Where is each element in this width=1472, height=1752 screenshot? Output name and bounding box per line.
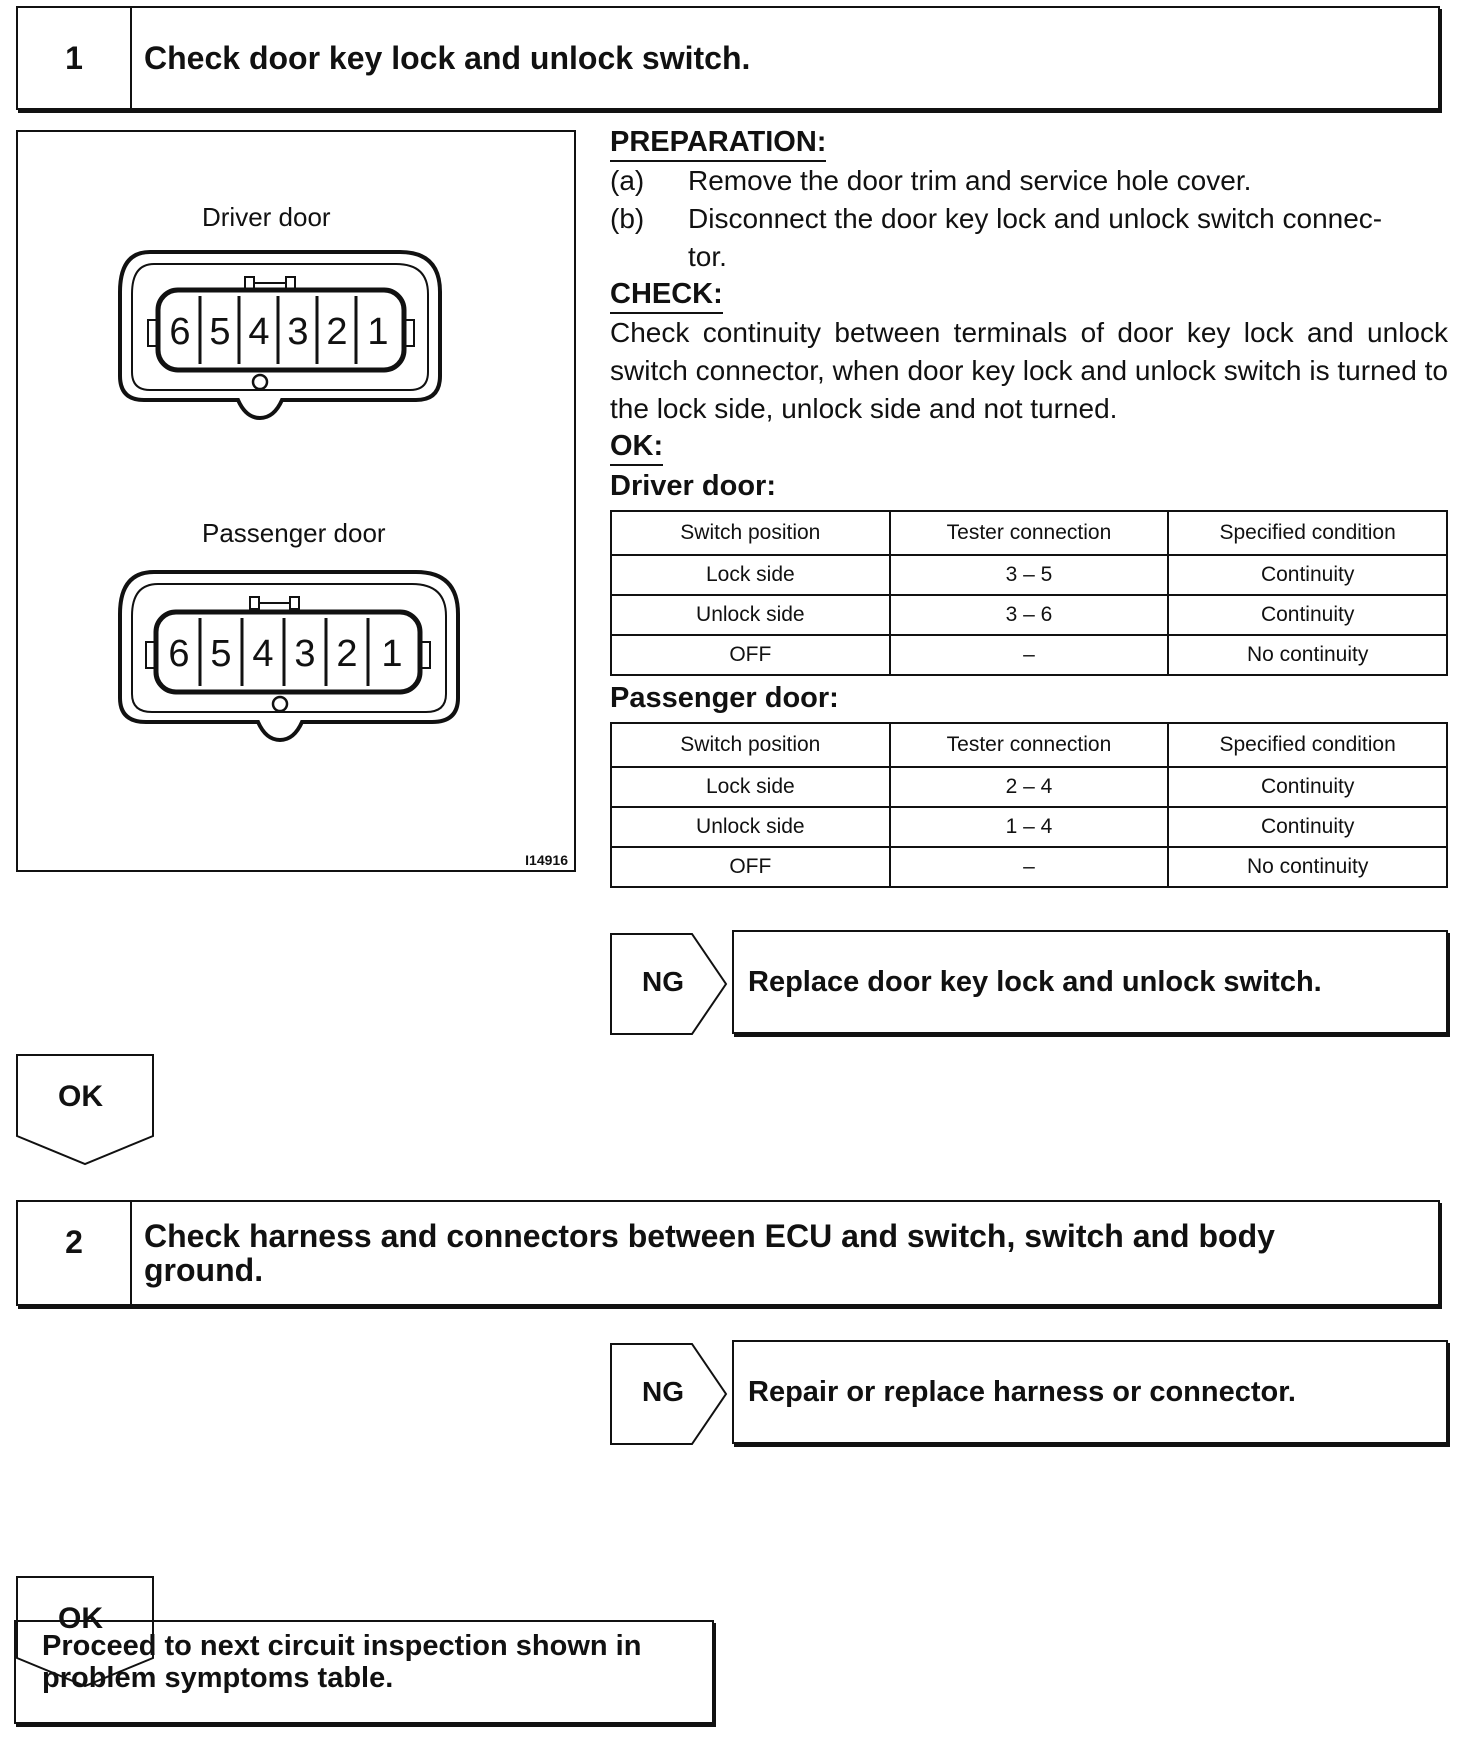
table-cell: 3 – 5 [890, 555, 1169, 595]
check-heading: CHECK: [610, 276, 723, 314]
ng-result-text: Replace door key lock and unlock switch. [732, 930, 1448, 1034]
column-header: Tester connection [890, 511, 1169, 555]
ok-label: OK [58, 1080, 103, 1113]
table-row [611, 635, 1447, 675]
step-title-line2: ground. [144, 1252, 264, 1288]
prep-item-a [610, 162, 1448, 200]
preparation-heading: PREPARATION: [610, 124, 826, 162]
ng-arrow-2 [610, 1340, 728, 1448]
table-row [611, 847, 1447, 887]
passenger-pin-2: 2 [336, 633, 358, 675]
column-header: Specified condition [1168, 723, 1447, 767]
driver-door-heading: Driver door: [610, 470, 776, 502]
table-cell: OFF [611, 847, 890, 887]
table-header-row [611, 511, 1447, 555]
final-instruction-box [14, 1620, 714, 1724]
final-instruction-line2: problem symptoms table. [42, 1662, 394, 1694]
column-header: Specified condition [1168, 511, 1447, 555]
ng-arrow-1 [610, 930, 728, 1038]
table-cell: 2 – 4 [890, 767, 1169, 807]
step-1-header [16, 6, 1440, 110]
step-number: 2 [18, 1202, 132, 1304]
final-instruction-line1: Proceed to next circuit inspection shown in [42, 1630, 642, 1662]
table-cell: – [890, 847, 1169, 887]
ok-indicator-1 [16, 1054, 156, 1166]
step-title [132, 1202, 1438, 1304]
table-cell: Lock side [611, 767, 890, 807]
prep-item-label: (b) [610, 203, 645, 234]
table-row [611, 767, 1447, 807]
ng-label: NG [642, 966, 684, 997]
prep-item-label: (a) [610, 165, 645, 196]
passenger-connector-diagram [110, 564, 470, 744]
table-header-row [611, 723, 1447, 767]
table-cell: No continuity [1168, 847, 1447, 887]
column-header: Switch position [611, 723, 890, 767]
figure-code: I14916 [525, 852, 568, 868]
step-title-line1: Check harness and connectors between ECU and switch, switch and body [144, 1218, 1275, 1254]
driver-connector-diagram [110, 244, 450, 424]
ng-result-2 [610, 1340, 1448, 1448]
driver-pin-1: 1 [367, 311, 389, 353]
driver-pin-5: 5 [209, 311, 231, 353]
table-row [611, 595, 1447, 635]
table-cell: 1 – 4 [890, 807, 1169, 847]
passenger-door-label: Passenger door [202, 518, 386, 548]
table-row [611, 807, 1447, 847]
passenger-pin-5: 5 [210, 633, 232, 675]
prep-item-text: Remove the door trim and service hole cover. [688, 165, 1252, 196]
table-cell: Continuity [1168, 807, 1447, 847]
driver-pin-3: 3 [287, 311, 309, 353]
table-cell: Unlock side [611, 807, 890, 847]
check-text: Check continuity between terminals of door key lock and unlock switch connector, when door key lock and unlock switch is turned to the lock side, unlock side and not turned. [610, 317, 1448, 424]
table-row [611, 555, 1447, 595]
table-cell: Unlock side [611, 595, 890, 635]
table-cell: Continuity [1168, 767, 1447, 807]
step-2-header [16, 1200, 1440, 1306]
driver-pin-2: 2 [326, 311, 348, 353]
column-header: Switch position [611, 511, 890, 555]
driver-door-label: Driver door [202, 202, 331, 232]
ng-result-1 [610, 930, 1448, 1038]
passenger-pin-1: 1 [381, 633, 403, 675]
driver-pin-4: 4 [248, 311, 270, 353]
passenger-pin-4: 4 [252, 633, 274, 675]
ng-result-text: Repair or replace harness or connector. [732, 1340, 1448, 1444]
prep-item-b [610, 200, 1448, 238]
column-header: Tester connection [890, 723, 1169, 767]
table-cell: Lock side [611, 555, 890, 595]
passenger-door-table [610, 722, 1448, 888]
passenger-door-heading: Passenger door: [610, 682, 839, 714]
step-title: Check door key lock and unlock switch. [144, 40, 751, 76]
table-cell: OFF [611, 635, 890, 675]
table-cell: – [890, 635, 1169, 675]
prep-item-text: Disconnect the door key lock and unlock switch connec- [688, 203, 1383, 234]
table-cell: Continuity [1168, 555, 1447, 595]
passenger-pin-3: 3 [294, 633, 316, 675]
connector-figure [16, 130, 576, 872]
driver-door-table [610, 510, 1448, 676]
ok-heading: OK: [610, 428, 663, 466]
ng-label: NG [642, 1376, 684, 1407]
table-cell: 3 – 6 [890, 595, 1169, 635]
table-cell: No continuity [1168, 635, 1447, 675]
prep-item-b-cont [610, 238, 1448, 276]
passenger-pin-6: 6 [168, 633, 190, 675]
instructions-column [610, 124, 1448, 888]
step-number: 1 [18, 8, 132, 108]
prep-item-text-cont: tor. [688, 241, 727, 272]
table-cell: Continuity [1168, 595, 1447, 635]
ok-label: OK [58, 1602, 103, 1635]
driver-pin-6: 6 [169, 311, 191, 353]
